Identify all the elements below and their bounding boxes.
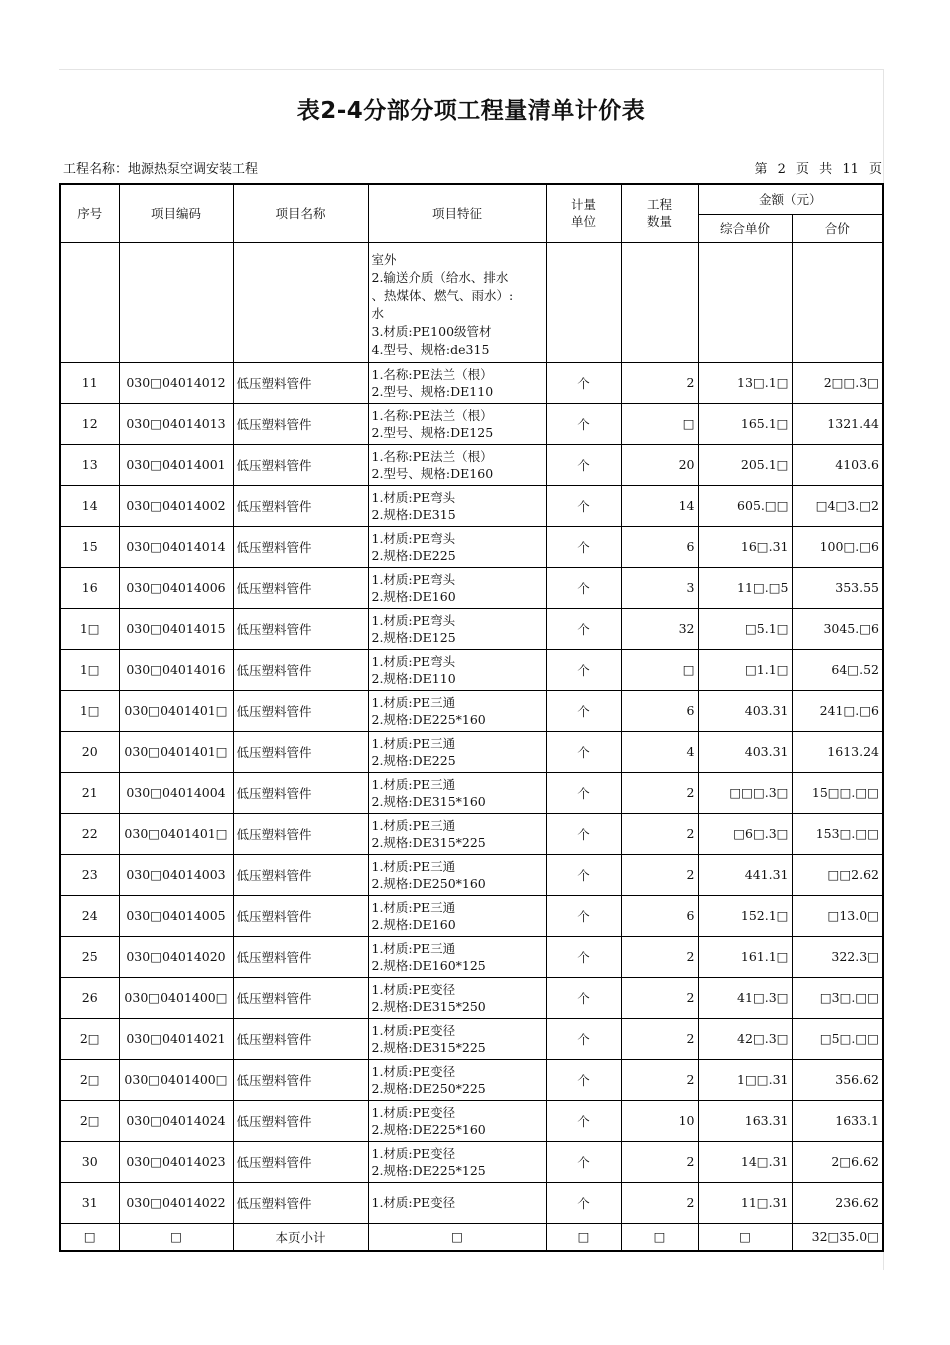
table-row bbox=[60, 649, 883, 690]
cell-unit: 个 bbox=[546, 608, 621, 649]
cell-total: 241□.□6 bbox=[792, 690, 883, 731]
cell-feature bbox=[368, 690, 546, 731]
feature-line: 2.规格:DE250*225 bbox=[371, 1080, 486, 1096]
cell-qty: □ bbox=[621, 649, 698, 690]
table-row bbox=[60, 526, 883, 567]
cell-seq: 2□ bbox=[60, 1018, 119, 1059]
cell-seq: 2□ bbox=[60, 1059, 119, 1100]
cell-seq: 1□ bbox=[60, 608, 119, 649]
cell-name: 本页小计 bbox=[233, 1223, 368, 1251]
cell-name: 低压塑料管件 bbox=[233, 526, 368, 567]
cell-price: 403.31 bbox=[698, 731, 792, 772]
table-row bbox=[60, 895, 883, 936]
cell-qty: 2 bbox=[621, 813, 698, 854]
cell-total: 2□6.62 bbox=[792, 1141, 883, 1182]
cell-qty: 2 bbox=[621, 854, 698, 895]
cell-price: 441.31 bbox=[698, 854, 792, 895]
subtotal-row bbox=[60, 1223, 883, 1251]
feature-line: 1.材质:PE三通 bbox=[371, 694, 456, 710]
cell-unit: 个 bbox=[546, 772, 621, 813]
cell-unit: 个 bbox=[546, 813, 621, 854]
feature-line: 2.型号、规格:DE160 bbox=[371, 465, 494, 481]
feature-line: 1.材质:PE弯头 bbox=[371, 653, 456, 669]
cell-code: 030□04014004 bbox=[119, 772, 233, 813]
cell-code: 030□04014024 bbox=[119, 1100, 233, 1141]
cell-code: 030□04014021 bbox=[119, 1018, 233, 1059]
cell-code: 030□04014003 bbox=[119, 854, 233, 895]
cell-price: □5.1□ bbox=[698, 608, 792, 649]
cell-code: 030□04014023 bbox=[119, 1141, 233, 1182]
cell-unit: 个 bbox=[546, 895, 621, 936]
feature-line: 1.材质:PE弯头 bbox=[371, 530, 456, 546]
header-unit: 计量单位 bbox=[546, 184, 621, 242]
cell-total: 236.62 bbox=[792, 1182, 883, 1223]
cell-total: 100□.□6 bbox=[792, 526, 883, 567]
pricing-table bbox=[59, 183, 884, 1252]
cell-feature bbox=[368, 444, 546, 485]
cell-price bbox=[698, 242, 792, 362]
cell-qty: 2 bbox=[621, 1018, 698, 1059]
cell-unit bbox=[546, 242, 621, 362]
feature-line: 2.输送介质（给水、排水 bbox=[371, 269, 509, 285]
feature-line: 1.材质:PE弯头 bbox=[371, 571, 456, 587]
cell-total: 15□□.□□ bbox=[792, 772, 883, 813]
table-row bbox=[60, 813, 883, 854]
cell-seq: □ bbox=[60, 1223, 119, 1251]
table-row bbox=[60, 1059, 883, 1100]
cell-feature bbox=[368, 403, 546, 444]
cell-name: 低压塑料管件 bbox=[233, 813, 368, 854]
project-name: 工程名称：地源热泵空调安装工程 bbox=[63, 162, 259, 177]
cell-unit: 个 bbox=[546, 1059, 621, 1100]
cell-qty: 2 bbox=[621, 1182, 698, 1223]
feature-line: 水 bbox=[371, 305, 385, 321]
cell-unit: 个 bbox=[546, 1100, 621, 1141]
cell-seq: 1□ bbox=[60, 690, 119, 731]
header-name: 项目名称 bbox=[233, 184, 368, 242]
cell-code: □ bbox=[119, 1223, 233, 1251]
table-row-continued bbox=[60, 242, 883, 362]
cell-feature bbox=[368, 1182, 546, 1223]
cell-qty: 10 bbox=[621, 1100, 698, 1141]
cell-unit: 个 bbox=[546, 444, 621, 485]
cell-qty: 14 bbox=[621, 485, 698, 526]
cell-seq: 2□ bbox=[60, 1100, 119, 1141]
cell-name: 低压塑料管件 bbox=[233, 485, 368, 526]
cell-total: 153□.□□ bbox=[792, 813, 883, 854]
feature-line: 1.材质:PE变径 bbox=[371, 981, 456, 997]
cell-total: 3045.□6 bbox=[792, 608, 883, 649]
cell-unit: 个 bbox=[546, 567, 621, 608]
table-row bbox=[60, 485, 883, 526]
feature-line: 1.名称:PE法兰（根） bbox=[371, 448, 493, 464]
header-amount: 金额（元） bbox=[698, 184, 883, 214]
cell-price: 16□.31 bbox=[698, 526, 792, 567]
cell-price: □□□.3□ bbox=[698, 772, 792, 813]
cell-seq: 26 bbox=[60, 977, 119, 1018]
cell-code: 030□0401401□ bbox=[119, 731, 233, 772]
cell-name: 低压塑料管件 bbox=[233, 362, 368, 403]
cell-qty: 2 bbox=[621, 936, 698, 977]
feature-line: 1.材质:PE三通 bbox=[371, 817, 456, 833]
cell-feature bbox=[368, 567, 546, 608]
cell-name: 低压塑料管件 bbox=[233, 772, 368, 813]
cell-qty: 6 bbox=[621, 526, 698, 567]
cell-qty: □ bbox=[621, 403, 698, 444]
header-total: 合价 bbox=[792, 214, 883, 242]
feature-line: 2.规格:DE225 bbox=[371, 752, 456, 768]
cell-name: 低压塑料管件 bbox=[233, 854, 368, 895]
cell-name: 低压塑料管件 bbox=[233, 731, 368, 772]
cell-price: 161.1□ bbox=[698, 936, 792, 977]
cell-seq: 31 bbox=[60, 1182, 119, 1223]
table-row bbox=[60, 567, 883, 608]
feature-line: 1.名称:PE法兰（根） bbox=[371, 407, 493, 423]
cell-seq: 13 bbox=[60, 444, 119, 485]
cell-price: 42□.3□ bbox=[698, 1018, 792, 1059]
cell-total: 2□□.3□ bbox=[792, 362, 883, 403]
feature-line: 1.材质:PE三通 bbox=[371, 940, 456, 956]
cell-code: 030□04014022 bbox=[119, 1182, 233, 1223]
cell-feature bbox=[368, 813, 546, 854]
cell-name: 低压塑料管件 bbox=[233, 977, 368, 1018]
cell-unit: 个 bbox=[546, 936, 621, 977]
cell-name: 低压塑料管件 bbox=[233, 567, 368, 608]
cell-code: 030□04014012 bbox=[119, 362, 233, 403]
cell-name: 低压塑料管件 bbox=[233, 1100, 368, 1141]
cell-name: 低压塑料管件 bbox=[233, 1182, 368, 1223]
cell-code: 030□0401400□ bbox=[119, 977, 233, 1018]
header-seq: 序号 bbox=[60, 184, 119, 242]
cell-total: 1321.44 bbox=[792, 403, 883, 444]
feature-line: 1.材质:PE变径 bbox=[371, 1145, 456, 1161]
header-feature: 项目特征 bbox=[368, 184, 546, 242]
feature-line: 2.规格:DE315*160 bbox=[371, 793, 486, 809]
table-row bbox=[60, 1100, 883, 1141]
cell-name: 低压塑料管件 bbox=[233, 690, 368, 731]
feature-line: 2.规格:DE315*250 bbox=[371, 998, 486, 1014]
cell-total: 1613.24 bbox=[792, 731, 883, 772]
cell-name: 低压塑料管件 bbox=[233, 895, 368, 936]
feature-line: 1.材质:PE变径 bbox=[371, 1195, 456, 1210]
cell-price: 1□□.31 bbox=[698, 1059, 792, 1100]
feature-line: 2.规格:DE225 bbox=[371, 547, 456, 563]
cell-qty: 2 bbox=[621, 772, 698, 813]
cell-feature bbox=[368, 485, 546, 526]
feature-line: 2.型号、规格:DE110 bbox=[371, 383, 494, 399]
table-row bbox=[60, 731, 883, 772]
feature-line: 2.规格:DE160*125 bbox=[371, 957, 486, 973]
cell-price: □6□.3□ bbox=[698, 813, 792, 854]
cell-unit: 个 bbox=[546, 649, 621, 690]
cell-total bbox=[792, 242, 883, 362]
cell-code: 030□0401400□ bbox=[119, 1059, 233, 1100]
cell-unit: 个 bbox=[546, 690, 621, 731]
table-row bbox=[60, 977, 883, 1018]
cell-seq: 16 bbox=[60, 567, 119, 608]
feature-line: 2.规格:DE225*125 bbox=[371, 1162, 486, 1178]
feature-line: 1.材质:PE变径 bbox=[371, 1063, 456, 1079]
cell-qty: 20 bbox=[621, 444, 698, 485]
cell-unit: 个 bbox=[546, 1018, 621, 1059]
cell-seq: 15 bbox=[60, 526, 119, 567]
cell-code: 030□04014006 bbox=[119, 567, 233, 608]
cell-total: □13.0□ bbox=[792, 895, 883, 936]
cell-unit: □ bbox=[546, 1223, 621, 1251]
cell-total: □□2.62 bbox=[792, 854, 883, 895]
feature-line: 2.规格:DE225*160 bbox=[371, 711, 486, 727]
feature-line: 3.材质:PE100级管材 bbox=[371, 323, 492, 339]
cell-unit: 个 bbox=[546, 731, 621, 772]
cell-qty: 2 bbox=[621, 362, 698, 403]
cell-unit: 个 bbox=[546, 1141, 621, 1182]
feature-line: 1.材质:PE变径 bbox=[371, 1022, 456, 1038]
cell-total: □5□.□□ bbox=[792, 1018, 883, 1059]
cell-unit: 个 bbox=[546, 526, 621, 567]
feature-line: 1.材质:PE弯头 bbox=[371, 612, 456, 628]
cell-qty: 6 bbox=[621, 690, 698, 731]
cell-price: 403.31 bbox=[698, 690, 792, 731]
feature-line: 1.材质:PE三通 bbox=[371, 899, 456, 915]
cell-feature bbox=[368, 895, 546, 936]
table-row bbox=[60, 444, 883, 485]
feature-line: 1.材质:PE三通 bbox=[371, 735, 456, 751]
feature-line: 2.规格:DE315*225 bbox=[371, 1039, 486, 1055]
page-title: 表2-4分部分项工程量清单计价表 bbox=[296, 98, 646, 124]
cell-feature bbox=[368, 1100, 546, 1141]
cell-total: □3□.□□ bbox=[792, 977, 883, 1018]
cell-seq bbox=[60, 242, 119, 362]
feature-line: 2.规格:DE125 bbox=[371, 629, 456, 645]
cell-seq: 23 bbox=[60, 854, 119, 895]
cell-name bbox=[233, 242, 368, 362]
feature-line: 2.规格:DE225*160 bbox=[371, 1121, 486, 1137]
cell-feature bbox=[368, 936, 546, 977]
feature-line: 4.型号、规格:de315 bbox=[371, 341, 490, 357]
cell-feature bbox=[368, 1018, 546, 1059]
cell-code: 030□04014016 bbox=[119, 649, 233, 690]
cell-feature bbox=[368, 731, 546, 772]
cell-price: 13□.1□ bbox=[698, 362, 792, 403]
cell-name: 低压塑料管件 bbox=[233, 649, 368, 690]
cell-feature bbox=[368, 854, 546, 895]
cell-price: 163.31 bbox=[698, 1100, 792, 1141]
feature-line: 2.型号、规格:DE125 bbox=[371, 424, 494, 440]
feature-line: 2.规格:DE315*225 bbox=[371, 834, 486, 850]
cell-qty: 4 bbox=[621, 731, 698, 772]
cell-price: □1.1□ bbox=[698, 649, 792, 690]
cell-code: 030□04014014 bbox=[119, 526, 233, 567]
feature-line: 室外 bbox=[371, 251, 397, 267]
cell-price: 165.1□ bbox=[698, 403, 792, 444]
table-row bbox=[60, 403, 883, 444]
table-row bbox=[60, 1018, 883, 1059]
cell-feature bbox=[368, 649, 546, 690]
cell-total: 356.62 bbox=[792, 1059, 883, 1100]
cell-code: 030□04014015 bbox=[119, 608, 233, 649]
cell-qty: 32 bbox=[621, 608, 698, 649]
cell-name: 低压塑料管件 bbox=[233, 1141, 368, 1182]
cell-code bbox=[119, 242, 233, 362]
cell-seq: 12 bbox=[60, 403, 119, 444]
cell-seq: 30 bbox=[60, 1141, 119, 1182]
cell-price: 605.□□ bbox=[698, 485, 792, 526]
feature-line: 2.规格:DE110 bbox=[371, 670, 456, 686]
cell-feature bbox=[368, 242, 546, 362]
feature-line: 2.规格:DE250*160 bbox=[371, 875, 486, 891]
table-row bbox=[60, 690, 883, 731]
cell-total: 353.55 bbox=[792, 567, 883, 608]
feature-line: 1.名称:PE法兰（根） bbox=[371, 366, 493, 382]
cell-qty: 3 bbox=[621, 567, 698, 608]
cell-qty: 2 bbox=[621, 977, 698, 1018]
cell-feature bbox=[368, 1141, 546, 1182]
cell-total: 64□.52 bbox=[792, 649, 883, 690]
cell-code: 030□04014020 bbox=[119, 936, 233, 977]
feature-line: 2.规格:DE160 bbox=[371, 588, 456, 604]
feature-line: 2.规格:DE160 bbox=[371, 916, 456, 932]
cell-feature bbox=[368, 608, 546, 649]
cell-qty: 2 bbox=[621, 1141, 698, 1182]
cell-seq: 21 bbox=[60, 772, 119, 813]
header-code: 项目编码 bbox=[119, 184, 233, 242]
cell-name: 低压塑料管件 bbox=[233, 936, 368, 977]
page-info: 第 2 页 共 11 页 bbox=[754, 162, 882, 177]
cell-feature bbox=[368, 1059, 546, 1100]
cell-code: 030□04014001 bbox=[119, 444, 233, 485]
cell-feature bbox=[368, 977, 546, 1018]
feature-line: 1.材质:PE三通 bbox=[371, 858, 456, 874]
cell-code: 030□04014005 bbox=[119, 895, 233, 936]
cell-seq: 20 bbox=[60, 731, 119, 772]
cell-price: 14□.31 bbox=[698, 1141, 792, 1182]
cell-qty bbox=[621, 242, 698, 362]
cell-code: 030□04014013 bbox=[119, 403, 233, 444]
cell-price: 11□.31 bbox=[698, 1182, 792, 1223]
cell-seq: 11 bbox=[60, 362, 119, 403]
cell-price: 11□.□5 bbox=[698, 567, 792, 608]
table-row bbox=[60, 1141, 883, 1182]
cell-code: 030□0401401□ bbox=[119, 813, 233, 854]
feature-line: 2.规格:DE315 bbox=[371, 506, 456, 522]
cell-seq: 24 bbox=[60, 895, 119, 936]
feature-line: 1.材质:PE变径 bbox=[371, 1104, 456, 1120]
feature-line: 、热煤体、燃气、雨水）: bbox=[371, 287, 514, 303]
cell-unit: 个 bbox=[546, 1182, 621, 1223]
cell-total: 1633.1 bbox=[792, 1100, 883, 1141]
cell-total: 322.3□ bbox=[792, 936, 883, 977]
cell-price: 205.1□ bbox=[698, 444, 792, 485]
table-row bbox=[60, 854, 883, 895]
cell-price: 41□.3□ bbox=[698, 977, 792, 1018]
cell-unit: 个 bbox=[546, 854, 621, 895]
cell-name: 低压塑料管件 bbox=[233, 1018, 368, 1059]
cell-feature bbox=[368, 362, 546, 403]
header-unit-price: 综合单价 bbox=[698, 214, 792, 242]
table-row bbox=[60, 608, 883, 649]
cell-unit: 个 bbox=[546, 977, 621, 1018]
cell-name: 低压塑料管件 bbox=[233, 608, 368, 649]
cell-feature: □ bbox=[368, 1223, 546, 1251]
cell-name: 低压塑料管件 bbox=[233, 403, 368, 444]
table-row bbox=[60, 362, 883, 403]
cell-feature bbox=[368, 526, 546, 567]
cell-name: 低压塑料管件 bbox=[233, 444, 368, 485]
feature-line: 1.材质:PE三通 bbox=[371, 776, 456, 792]
cell-code: 030□04014002 bbox=[119, 485, 233, 526]
feature-line: 1.材质:PE弯头 bbox=[371, 489, 456, 505]
cell-seq: 14 bbox=[60, 485, 119, 526]
cell-total: □4□3.□2 bbox=[792, 485, 883, 526]
cell-total: 4103.6 bbox=[792, 444, 883, 485]
header-qty: 工程数量 bbox=[621, 184, 698, 242]
cell-unit: 个 bbox=[546, 485, 621, 526]
cell-seq: 22 bbox=[60, 813, 119, 854]
table-row bbox=[60, 772, 883, 813]
cell-feature bbox=[368, 772, 546, 813]
cell-qty: 2 bbox=[621, 1059, 698, 1100]
cell-unit: 个 bbox=[546, 403, 621, 444]
cell-qty: 6 bbox=[621, 895, 698, 936]
cell-seq: 25 bbox=[60, 936, 119, 977]
table-row bbox=[60, 1182, 883, 1223]
cell-name: 低压塑料管件 bbox=[233, 1059, 368, 1100]
cell-price: 152.1□ bbox=[698, 895, 792, 936]
cell-seq: 1□ bbox=[60, 649, 119, 690]
cell-unit: 个 bbox=[546, 362, 621, 403]
cell-qty: □ bbox=[621, 1223, 698, 1251]
cell-total: 32□35.0□ bbox=[792, 1223, 883, 1251]
cell-price: □ bbox=[698, 1223, 792, 1251]
table-row bbox=[60, 936, 883, 977]
cell-code: 030□0401401□ bbox=[119, 690, 233, 731]
